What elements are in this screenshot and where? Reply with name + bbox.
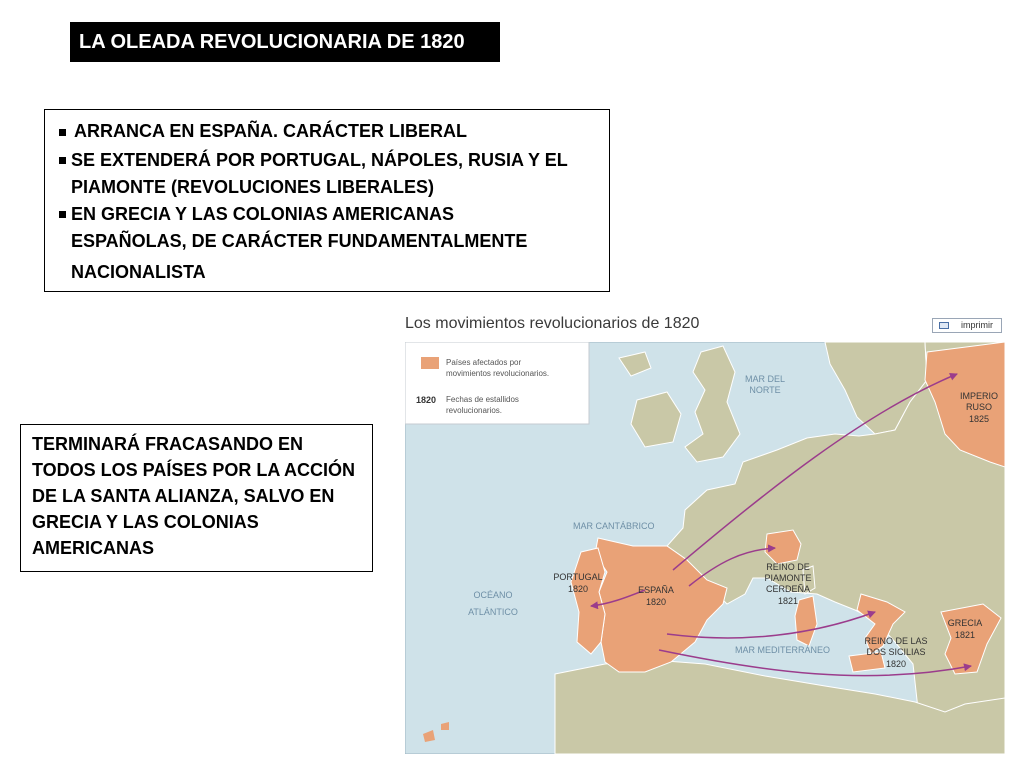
printer-icon [939, 322, 949, 329]
conclusion-box [20, 424, 373, 572]
sea-label-mediterranean: MAR MEDITERRÁNEO [735, 645, 831, 655]
label-portugal-date: 1820 [567, 584, 589, 594]
label-piamonte-1: REINO DE [766, 562, 810, 572]
europe-map [405, 342, 1005, 754]
label-portugal-name: PORTUGAL [553, 572, 603, 582]
legend-date-sample: 1820 [416, 395, 437, 405]
label-piamonte-2: PIAMONTE [764, 573, 812, 583]
bullet-2-line-2: PIAMONTE (REVOLUCIONES LIBERALES) [71, 177, 435, 197]
bullet-3-line-3: NACIONALISTA [71, 262, 206, 282]
legend-affected-text-1: Países afectados por [446, 358, 522, 367]
slide-title: LA OLEADA REVOLUCIONARIA DE 1820 [70, 22, 500, 62]
label-rusia-1: IMPERIO [959, 391, 999, 401]
bullet-2-line-1: SE EXTENDERÁ POR PORTUGAL, NÁPOLES, RUSIA Y EL [71, 150, 568, 170]
label-grecia-name: GRECIA [947, 618, 983, 628]
sea-label-cantabrico: MAR CANTÁBRICO [573, 521, 655, 531]
map-title: Los movimientos revolucionarios de 1820 [405, 315, 700, 332]
bullet-square-icon [59, 157, 66, 164]
label-espana-date: 1820 [645, 597, 667, 607]
conclusion-line-2: TODOS LOS PAÍSES POR LA ACCIÓN [32, 460, 356, 480]
label-rusia-2: RUSO [965, 402, 993, 412]
bullet-3-line-2: ESPAÑOLAS, DE CARÁCTER FUNDAMENTALMENTE [71, 231, 528, 251]
bullet-square-icon [59, 211, 66, 218]
sea-label-north-2: NORTE [749, 385, 781, 395]
label-dos-sicilias-2: DOS SICILIAS [866, 647, 926, 657]
print-button-label: imprimir [961, 320, 993, 330]
legend-affected-text-2: movimientos revolucionarios. [446, 369, 550, 378]
print-button[interactable] [932, 318, 1002, 333]
bullet-square-icon [59, 129, 66, 136]
label-rusia-date: 1825 [968, 414, 990, 424]
legend-dates-text-2: revolucionarios. [446, 406, 503, 415]
conclusion-line-1: TERMINARÁ FRACASANDO EN [32, 434, 303, 454]
conclusion-line-5: AMERICANAS [32, 538, 155, 558]
bullet-1-line-1: ARRANCA EN ESPAÑA. CARÁCTER LIBERAL [74, 121, 468, 141]
bullet-3-line-1: EN GRECIA Y LAS COLONIAS AMERICANAS [71, 204, 455, 224]
label-espana-name: ESPAÑA [638, 585, 674, 595]
label-dos-sicilias-date: 1820 [885, 659, 907, 669]
label-piamonte-3: CERDEÑA [765, 584, 811, 594]
label-piamonte-date: 1821 [777, 596, 799, 606]
sea-label-north-1: MAR DEL [744, 374, 786, 384]
sea-label-atlantic-1: OCÉANO [473, 590, 513, 600]
conclusion-line-4: GRECIA Y LAS COLONIAS [32, 512, 259, 532]
legend-dates-text-1: Fechas de estallidos [446, 395, 519, 404]
conclusion-line-3: DE LA SANTA ALIANZA, SALVO EN [32, 486, 335, 506]
label-dos-sicilias-1: REINO DE LAS [864, 636, 928, 646]
legend-affected-swatch [421, 357, 439, 369]
intro-bullets-box [44, 109, 610, 292]
label-grecia-date: 1821 [954, 630, 976, 640]
sea-label-atlantic-2: ATLÁNTICO [468, 607, 518, 617]
